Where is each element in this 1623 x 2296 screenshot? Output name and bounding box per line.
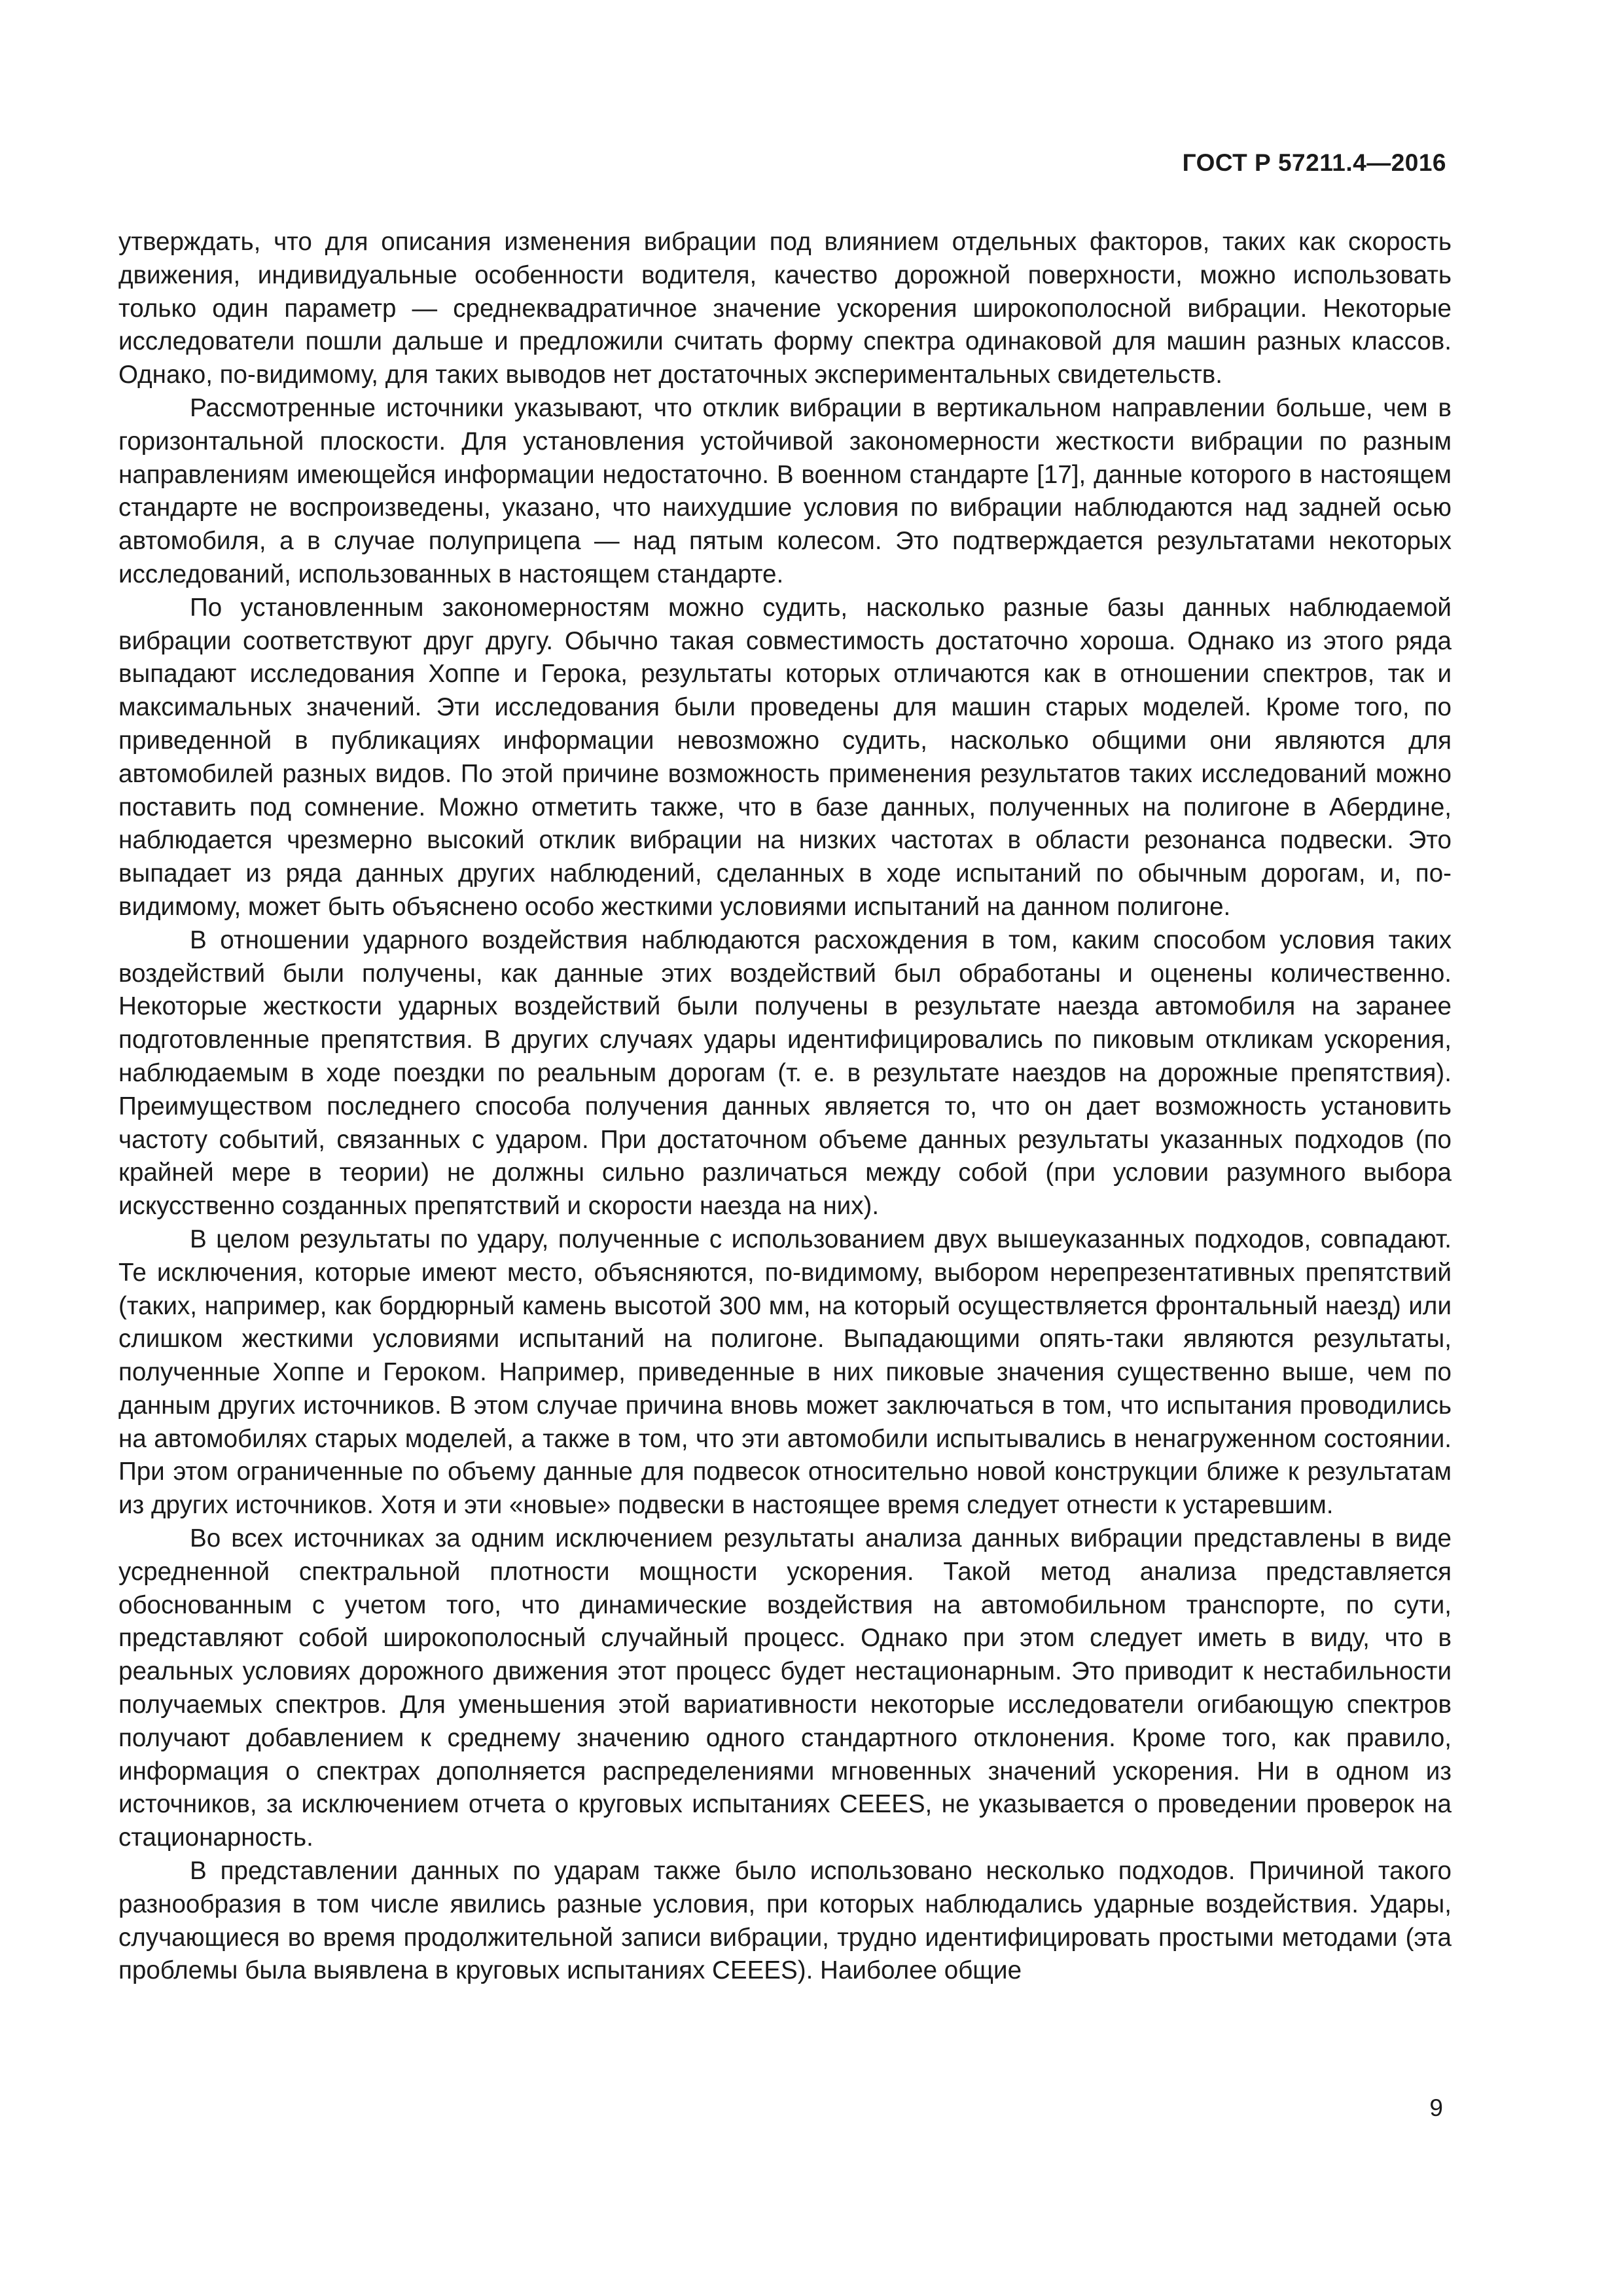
paragraph-database-compatibility: По установленным закономерностям можно судить, насколько разные базы данных наблюдаемой вибрации соответствуют друг другу. Обычно такая совместимость достаточно хороша. Однако из этого ряда выпадают исследования Хоппе и Герока, результаты которых отличаются как в отношении спектров, так и максимальных значений. Эти исследования были проведены для машин старых моделей. Кроме того, по приведенной в публикациях информации невозможно судить, насколько общими они являются для автомобилей разных видов. По этой причине возможность применения результатов таких исследований можно поставить под сомнение. Можно отметить также, что в базе данных, полученных на полигоне в Абердине, наблюдается чрезмерно высокий отклик вибрации на низких частотах в области резонанса подвески. Это выпадает из ряда данных других наблюдений, сделанных в ходе испытаний по обычным дорогам, и, по-видимому, может быть объяснено особо жесткими условиями испытаний на данном полигоне. bbox=[118, 593, 1452, 921]
page-number: 9 bbox=[1429, 2094, 1443, 2121]
paragraph-shock-representation: В представлении данных по ударам также было использовано несколько подходов. Причиной такого разнообразия в том числе явились разные условия, при которых наблюдались ударные воздействия. Удары, случающиеся во время продолжительной записи вибрации, трудно идентифицировать простыми методами (эта проблемы была выявлена в круговых испытаниях CEEES). Наиболее общие bbox=[118, 1857, 1452, 1985]
paragraph-shock-results: В целом результаты по удару, полученные с использованием двух вышеуказанных подходов, совпадают. Те исключения, которые имеют место, объясняются, по-видимому, выбором нерепрезентативных препятствий (таких, например, как бордюрный камень высотой 300 мм, на который осуществляется фронтальный наезд) или слишком жесткими условиями испытаний на полигоне. Выпадающими опять-таки являются результаты, полученные Хоппе и Героком. Например, приведенные в них пиковые значения существенно выше, чем по данным других источников. В этом случае причина вновь может заключаться в том, что испытания проводились на автомобилях старых моделей, а также в том, что эти автомобили испытывались в ненагруженном состоянии. При этом ограниченные по объему данные для подвесок относительно новой конструкции ближе к результатам из других источников. Хотя и эти «новые» подвески в настоящее время следует отнести к устаревшим. bbox=[118, 1225, 1452, 1520]
document-body bbox=[118, 226, 1452, 1988]
paragraph-continuation: утверждать, что для описания изменения вибрации под влиянием отдельных факторов, таких как скорость движения, индивидуальные особенности водителя, качество дорожной поверхности, можно использовать только один параметр — среднеквадратичное значение ускорения широкополосной вибрации. Некоторые исследователи пошли дальше и предложили считать форму спектра одинаковой для машин разных классов. Однако, по-видимому, для таких выводов нет достаточных экспериментальных свидетельств. bbox=[118, 228, 1452, 389]
paragraph-vibration-directions: Рассмотренные источники указывают, что отклик вибрации в вертикальном направлении больше, чем в горизонтальной плоскости. Для установления устойчивой закономерности жесткости вибрации по разным направлениям имеющейся информации недостаточно. В военном стандарте [17], данные которого в настоящем стандарте не воспроизведены, указано, что наихудшие условия по вибрации наблюдаются над задней осью автомобиля, а в случае полуприцепа — над пятым колесом. Это подтверждается результатами некоторых исследований, использованных в настоящем стандарте. bbox=[118, 393, 1452, 588]
paragraph-spectral-analysis: Во всех источниках за одним исключением результаты анализа данных вибрации представлены в виде усредненной спектральной плотности мощности ускорения. Такой метод анализа представляется обоснованным с учетом того, что динамические воздействия на автомобильном транспорте, по сути, представляют собой широкополосный случайный процесс. Однако при этом следует иметь в виду, что в реальных условиях дорожного движения этот процесс будет нестационарным. Это приводит к нестабильности получаемых спектров. Для уменьшения этой вариативности некоторые исследователи огибающую спектров получают добавлением к среднему значению одного стандартного отклонения. Кроме того, как правило, информация о спектрах дополняется распределениями мгновенных значений ускорения. Ни в одном из источников, за исключением отчета о круговых испытаниях CEEES, не указывается о проведении проверок на стационарность. bbox=[118, 1524, 1452, 1852]
document-code-header: ГОСТ Р 57211.4—2016 bbox=[1182, 149, 1446, 176]
paragraph-shock-discrepancies: В отношении ударного воздействия наблюдаются расхождения в том, каким способом условия таких воздействий были получены, как данные этих воздействий был обработаны и оценены количественно. Некоторые жесткости ударных воздействий были получены в результате наезда автомобиля на заранее подготовленные препятствия. В других случаях удары идентифицировались по пиковым откликам ускорения, наблюдаемым в ходе поездки по реальным дорогам (т. е. в результате наездов на дорожные препятствия). Преимуществом последнего способа получения данных является то, что он дает возможность установить частоту событий, связанных с ударом. При достаточном объеме данных результаты указанных подходов (по крайней мере в теории) не должны сильно различаться между собой (при условии разумного выбора искусственно созданных препятствий и скорости наезда на них). bbox=[118, 925, 1452, 1221]
